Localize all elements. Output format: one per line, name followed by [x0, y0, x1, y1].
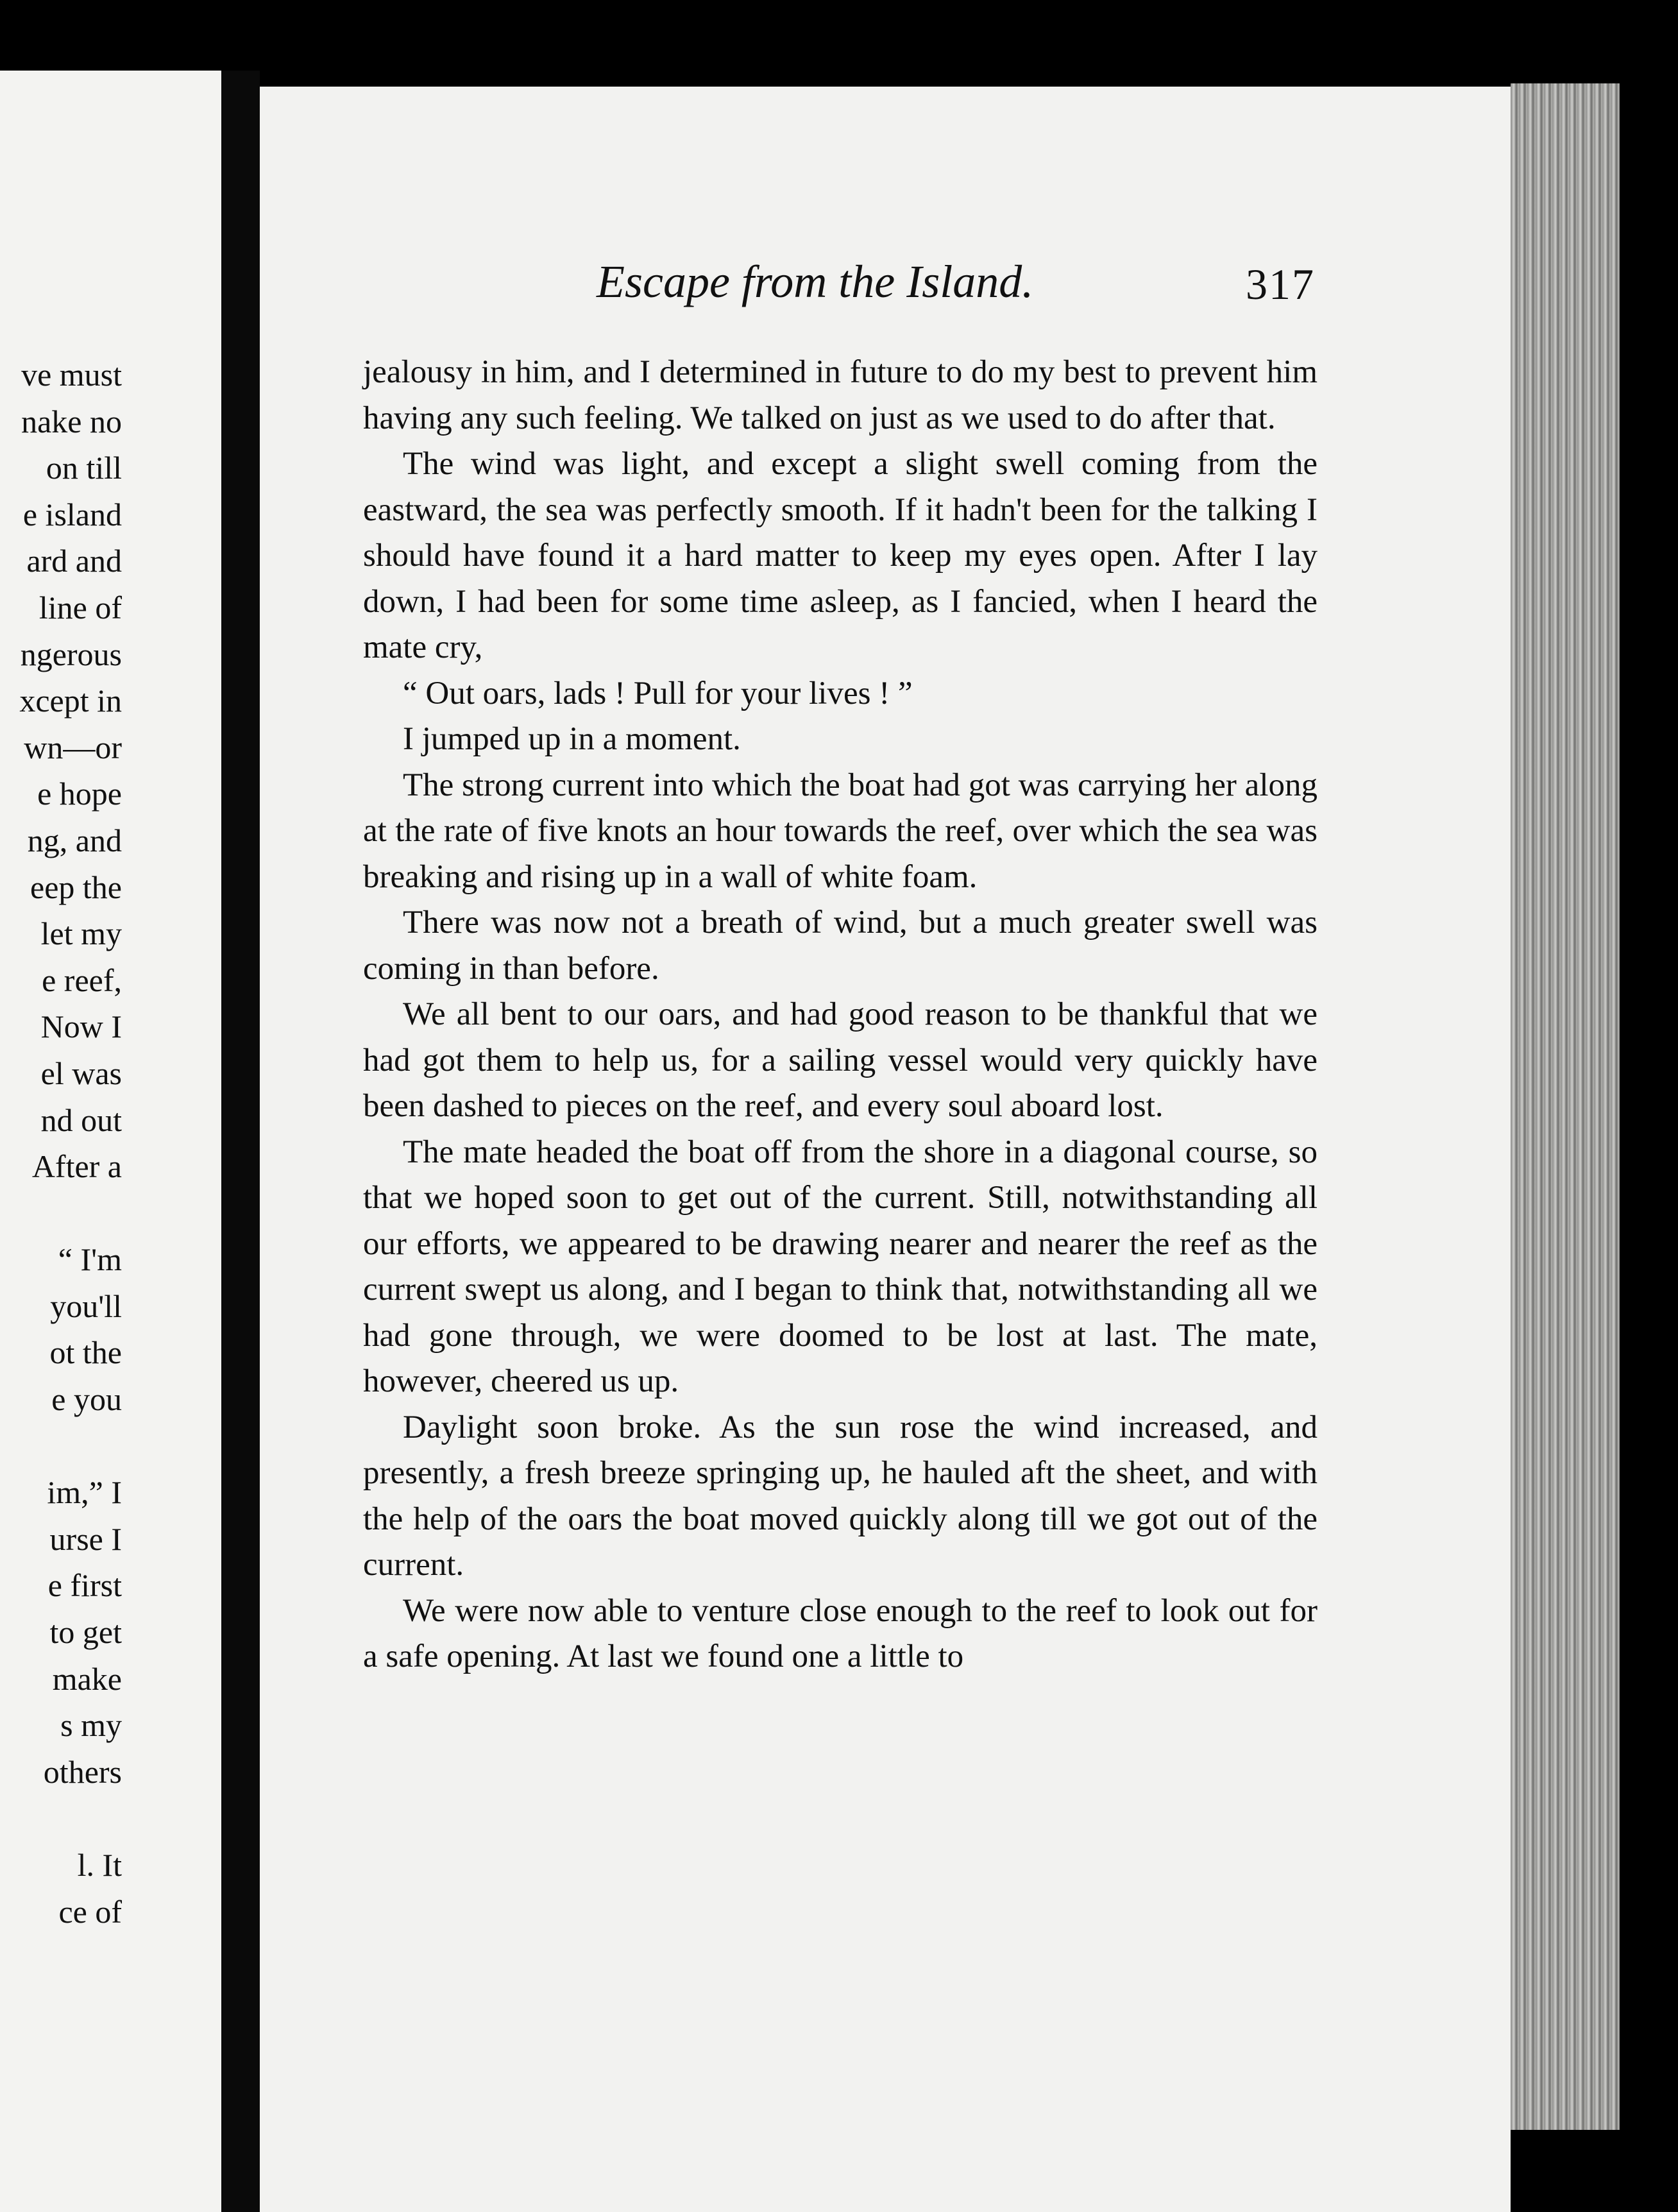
- paragraph: We all bent to our oars, and had good reason to be thankful that we had got them to help us, for a sailing vessel would very quickly have been dashed to pieces on the reef, and every soul aboard lost.: [363, 996, 1318, 1124]
- left-line: [0, 1795, 122, 1842]
- left-line: others: [43, 1753, 122, 1790]
- body-text: [363, 350, 1318, 1680]
- left-line: ot the: [49, 1334, 122, 1371]
- left-line: e island: [22, 496, 122, 532]
- left-line: wn—or: [24, 729, 122, 765]
- left-line: ard and: [26, 543, 122, 579]
- book-gutter: [221, 71, 260, 2212]
- left-line: make: [52, 1660, 122, 1697]
- left-line: After a: [31, 1148, 122, 1185]
- paragraph: Daylight soon broke. As the sun rose the wind increased, and presently, a fresh breeze springing up, he hauled aft the sheet, and with the help of the oars the boat moved quickly along till we got out of the current.: [363, 1409, 1318, 1583]
- left-line: ngerous: [20, 636, 122, 672]
- paragraph: I jumped up in a moment.: [403, 721, 741, 757]
- page-number: 317: [1246, 260, 1315, 309]
- left-line: e hope: [37, 776, 122, 812]
- scan-border: [1620, 83, 1678, 2212]
- paragraph: The wind was light, and except a slight swell coming from the eastward, the sea was perfectly smooth. If it hadn't been for the talking I should have found it a hard matter to keep my eyes open. After I lay down, I had been for some time asleep, as I fancied, when I heard the mate cry,: [363, 446, 1318, 665]
- running-title: Escape from the Island.: [597, 256, 1034, 307]
- paragraph: The strong current into which the boat had got was carrying her along at the rate of five knots an hour towards the reef, over which the sea was breaking and rising up in a wall of white foam.: [363, 767, 1318, 895]
- paragraph: jealousy in him, and I determined in future to do my best to prevent him having any such feeling. We talked on just as we used to do after that.: [363, 354, 1318, 436]
- left-line: e first: [47, 1567, 122, 1604]
- left-line: line of: [38, 589, 122, 625]
- left-page-fragment: [0, 71, 221, 2212]
- left-line: ng, and: [27, 822, 122, 858]
- left-line: “ I'm: [58, 1241, 122, 1278]
- left-line: Now I: [40, 1008, 122, 1045]
- left-line: [0, 1190, 122, 1237]
- paragraph: We were now able to venture close enough to the reef to look out for a safe opening. At last we found one a little to: [363, 1592, 1318, 1674]
- left-line: [0, 1423, 122, 1470]
- left-line: s my: [60, 1707, 122, 1744]
- left-line: nake no: [21, 403, 122, 439]
- left-line: let my: [40, 915, 122, 952]
- left-line: im,” I: [47, 1474, 122, 1511]
- left-line: ve must: [21, 357, 122, 393]
- left-line: nd out: [40, 1102, 122, 1138]
- left-line: el was: [40, 1055, 122, 1091]
- left-line: e reef,: [42, 962, 122, 998]
- left-line: you'll: [50, 1288, 122, 1324]
- left-line: to get: [49, 1614, 122, 1651]
- left-line: xcept in: [19, 683, 122, 719]
- left-line: e you: [51, 1381, 122, 1418]
- left-line: eep the: [30, 869, 122, 905]
- page-edges: [1511, 83, 1620, 2130]
- left-line: urse I: [49, 1520, 122, 1557]
- paragraph: The mate headed the boat off from the shore in a diagonal course, so that we hoped soon to get out of the current. Still, notwithstanding all our efforts, we appeared to be drawing nearer and nearer the reef as the current swept us along, and I began to think that, notwithstanding all we had gone through, we were doomed to be lost at last. The mate, however, cheered us up.: [363, 1134, 1318, 1399]
- paragraph: There was now not a breath of wind, but a much greater swell was coming in than before.: [363, 905, 1318, 987]
- left-line: ce of: [58, 1893, 122, 1930]
- left-line: on till: [46, 450, 122, 486]
- left-page-text: [0, 352, 122, 1935]
- paragraph: “ Out oars, lads ! Pull for your lives ! ”: [403, 675, 913, 711]
- left-line: l. It: [77, 1847, 122, 1883]
